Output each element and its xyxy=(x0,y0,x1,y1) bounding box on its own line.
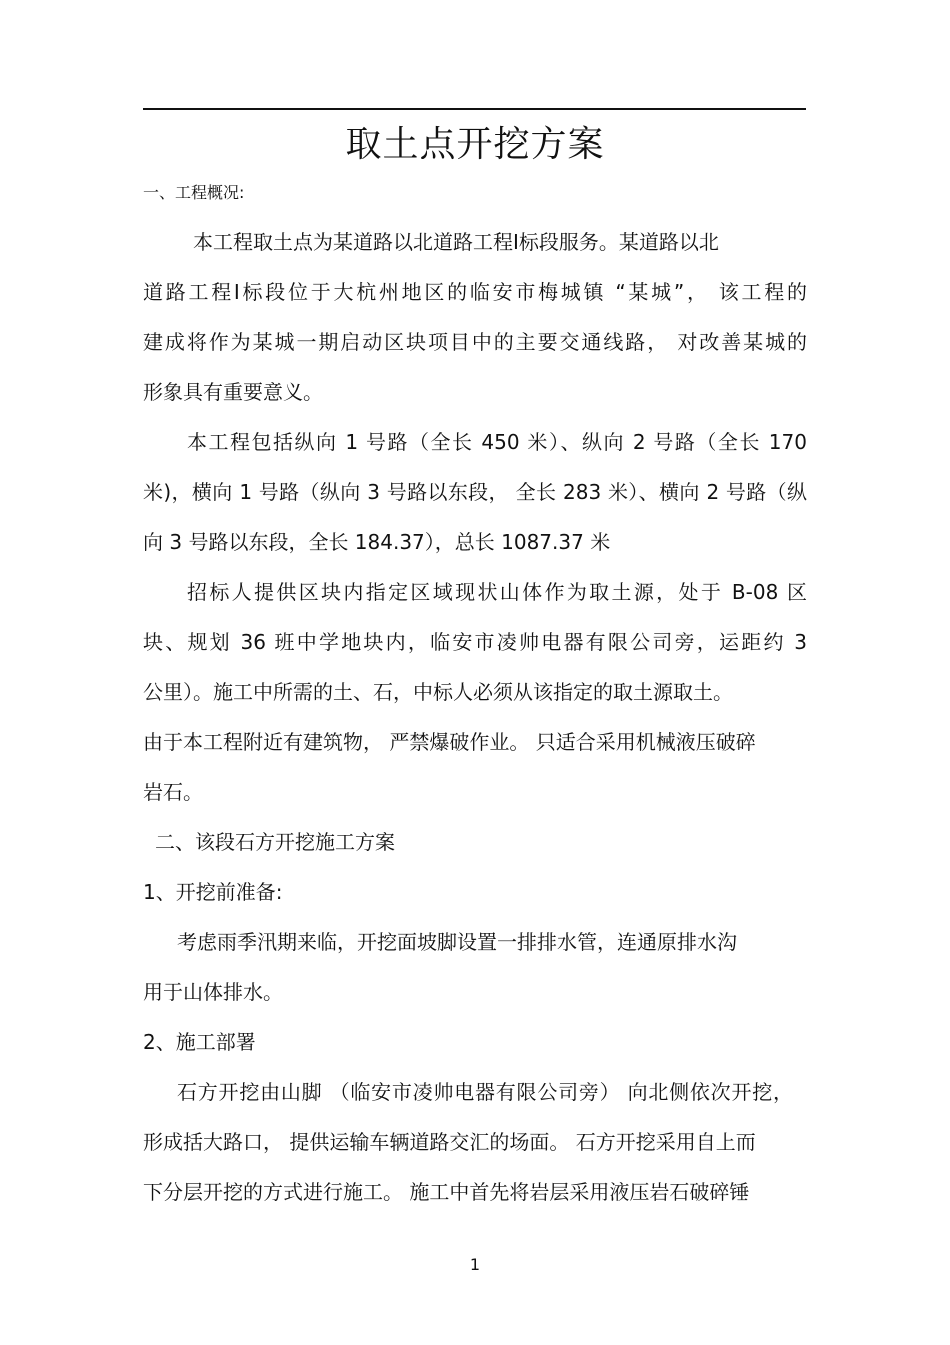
paragraph-line: 形成括大路口， 提供运输车辆道路交汇的场面。 石方开挖采用自上而 xyxy=(143,1130,756,1154)
paragraph-line: 本工程取土点为某道路以北道路工程Ⅰ标段服务。某道路以北 xyxy=(193,230,719,254)
paragraph-line: 向 3 号路以东段，全长 184.37），总长 1087.37 米 xyxy=(143,530,611,554)
section-heading-overview: 一、工程概况: xyxy=(143,183,245,202)
paragraph-line: 考虑雨季汛期来临，开挖面坡脚设置一排排水管，连通原排水沟 xyxy=(177,930,737,954)
paragraph-line: 建成将作为某城一期启动区块项目中的主要交通线路， 对改善某城的 xyxy=(143,330,807,354)
subsection-heading-deployment: 2、施工部署 xyxy=(143,1030,256,1054)
section-heading-rock-excavation: 二、该段石方开挖施工方案 xyxy=(155,830,395,854)
document-title: 取土点开挖方案 xyxy=(345,124,605,165)
paragraph-line: 用于山体排水。 xyxy=(143,980,283,1004)
paragraph-line: 本工程包括纵向 1 号路（全长 450 米）、纵向 2 号路（全长 170 xyxy=(187,430,807,454)
paragraph-line: 下分层开挖的方式进行施工。 施工中首先将岩层采用液压岩石破碎锤 xyxy=(143,1180,750,1204)
header-rule xyxy=(143,108,806,110)
paragraph-line: 招标人提供区块内指定区域现状山体作为取土源，处于 B-08 区 xyxy=(187,580,807,604)
paragraph-line: 米)，横向 1 号路（纵向 3 号路以东段， 全长 283 米）、横向 2 号路（纵 xyxy=(143,480,807,504)
paragraph-line: 石方开挖由山脚 （临安市凌帅电器有限公司旁） 向北侧依次开挖， xyxy=(177,1080,793,1104)
paragraph-line: 岩石。 xyxy=(143,780,203,804)
paragraph-line: 道路工程Ⅰ标段位于大杭州地区的临安市梅城镇 “某城”， 该工程的 xyxy=(143,280,807,304)
page-number: 1 xyxy=(469,1255,481,1274)
paragraph-line: 公里）。施工中所需的土、石，中标人必须从该指定的取土源取土。 xyxy=(143,680,733,704)
paragraph-line: 由于本工程附近有建筑物， 严禁爆破作业。 只适合采用机械液压破碎 xyxy=(143,730,756,754)
paragraph-line: 块、规划 36 班中学地块内，临安市凌帅电器有限公司旁，运距约 3 xyxy=(143,630,807,654)
subsection-heading-preparation: 1、开挖前准备: xyxy=(143,880,283,904)
paragraph-line: 形象具有重要意义。 xyxy=(143,380,323,404)
